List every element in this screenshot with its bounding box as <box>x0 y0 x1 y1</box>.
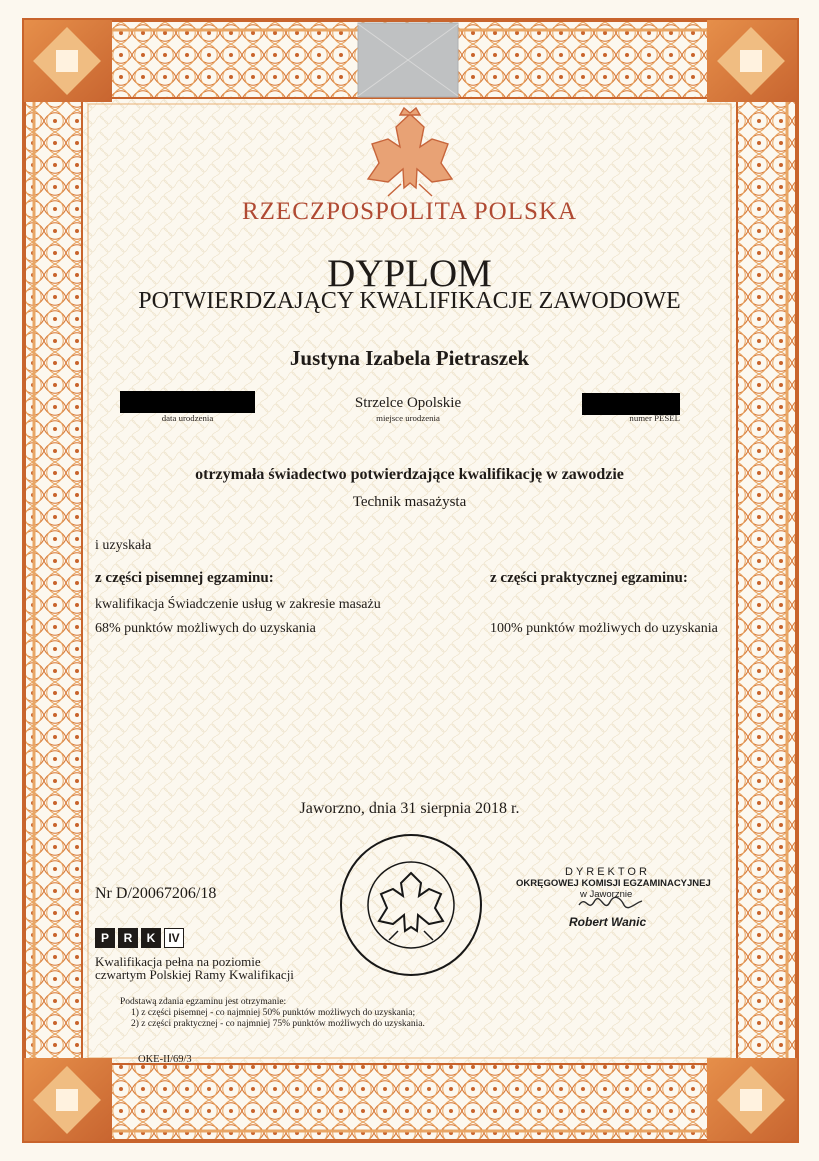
written-exam-heading: z części pisemnej egzaminu: <box>95 570 274 586</box>
prk-letter: K <box>141 928 161 948</box>
document-title: DYPLOM <box>327 252 492 295</box>
written-qualification: kwalifikacja Świadczenie usług w zakresie masażu <box>95 597 381 612</box>
exam-basis <box>120 997 480 1030</box>
director-organization: OKRĘGOWEJ KOMISJI EGZAMINACYJNEJ <box>516 878 711 889</box>
profession: Technik masażysta <box>352 494 467 510</box>
director-name: Robert Wanic <box>569 915 647 929</box>
issue-place-date: Jaworzno, dnia 31 sierpnia 2018 r. <box>299 800 520 817</box>
corner-ornament-top-left <box>24 20 112 102</box>
birth-place-label: miejsce urodzenia <box>376 413 440 423</box>
practical-exam-heading: z części praktycznej egzaminu: <box>490 570 688 586</box>
recipient-name: Justyna Izabela Pietraszek <box>289 346 530 370</box>
director-city: w Jaworznie <box>580 889 633 900</box>
document-subtitle: POTWIERDZAJĄCY KWALIFIKACJE ZAWODOWE <box>138 288 681 314</box>
country-heading: RZECZPOSPOLITA POLSKA <box>241 198 577 225</box>
birth-date-redaction <box>120 391 255 413</box>
pesel-label: numer PESEL <box>629 413 680 423</box>
birth-date-label: data urodzenia <box>161 413 214 423</box>
prk-level: IV <box>164 928 184 948</box>
practical-score: 100% punktów możliwych do uzyskania <box>490 621 718 636</box>
prk-letter: P <box>95 928 115 948</box>
pesel-redaction <box>582 393 680 415</box>
basis-intro: Podstawą zdania egzaminu jest otrzymanie: <box>120 997 287 1007</box>
prk-description-line: czwartym Polskiej Ramy Kwalifikacji <box>95 967 294 982</box>
director-title: DYREKTOR <box>565 866 650 878</box>
written-score: 68% punktów możliwych do uzyskania <box>95 621 316 636</box>
obtained-text: i uzyskała <box>95 538 152 553</box>
corner-ornament-top-right <box>707 20 797 102</box>
prk-description <box>95 955 325 981</box>
birth-place: Strzelce Opolskie <box>354 395 462 411</box>
basis-practical-rule: 2) z części praktycznej - co najmniej 75% punktów możliwych do uzyskania. <box>131 1019 425 1029</box>
corner-ornament-bottom-left <box>24 1058 112 1141</box>
prk-badge <box>95 928 184 948</box>
corner-ornament-bottom-right <box>707 1058 797 1141</box>
prk-letter: R <box>118 928 138 948</box>
diploma-number: Nr D/20067206/18 <box>95 885 217 902</box>
basis-written-rule: 1) z części pisemnej - co najmniej 50% punktów możliwych do uzyskania; <box>131 1008 416 1018</box>
form-code: OKE-II/69/3 <box>138 1054 192 1065</box>
prk-description-line: Kwalifikacja pełna na poziomie <box>95 954 261 969</box>
certificate-statement: otrzymała świadectwo potwierdzające kwalifikację w zawodzie <box>195 466 624 483</box>
